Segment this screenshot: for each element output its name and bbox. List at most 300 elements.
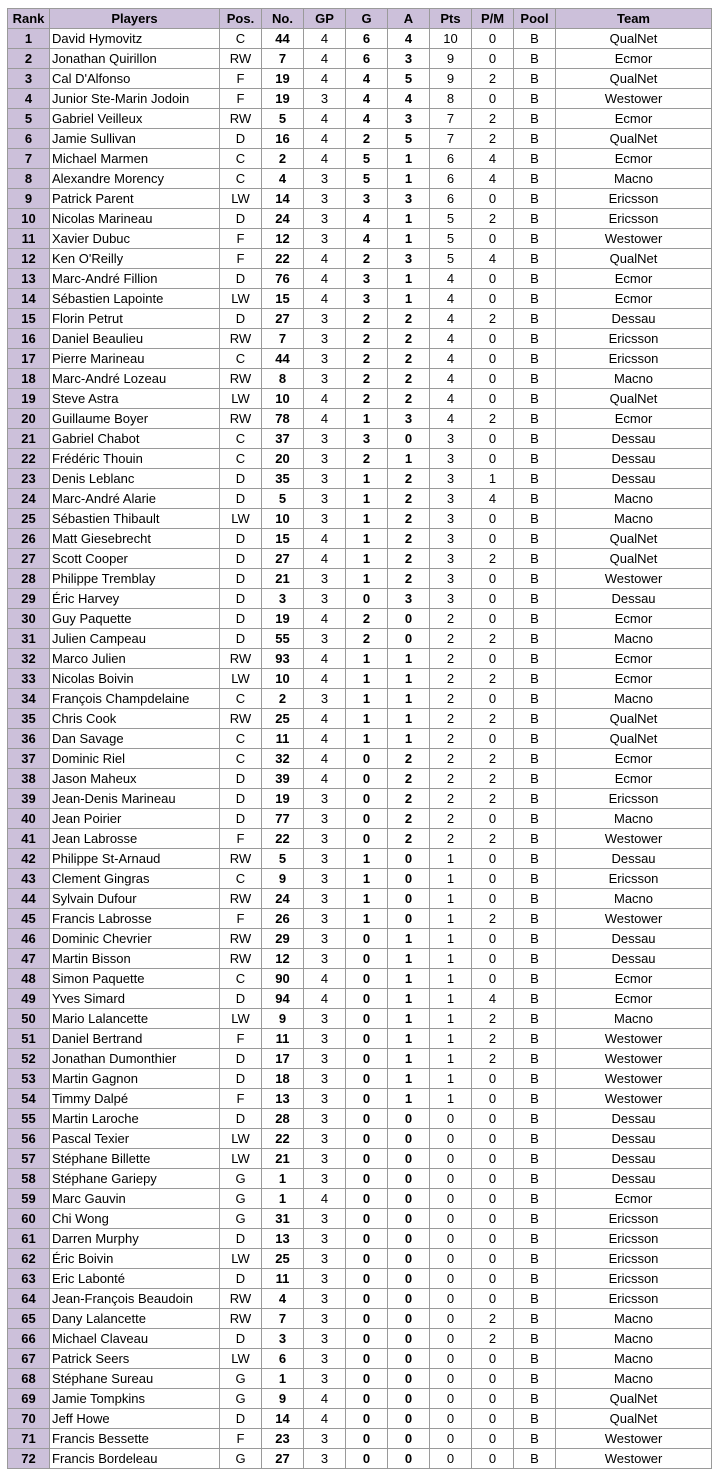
cell-rank: 59 [8, 1189, 50, 1209]
table-row [8, 89, 712, 109]
cell-g: 6 [346, 29, 388, 49]
cell-team: Ericsson [556, 209, 712, 229]
cell-pos: LW [220, 1129, 262, 1149]
cell-g: 0 [346, 1189, 388, 1209]
cell-pool: B [514, 769, 556, 789]
cell-g: 0 [346, 789, 388, 809]
cell-pm: 2 [472, 709, 514, 729]
cell-rank: 16 [8, 329, 50, 349]
cell-gp: 3 [304, 1249, 346, 1269]
cell-pool: B [514, 1129, 556, 1149]
table-row [8, 1449, 712, 1469]
cell-pool: B [514, 1269, 556, 1289]
cell-pool: B [514, 569, 556, 589]
cell-pts: 2 [430, 649, 472, 669]
cell-pm: 0 [472, 369, 514, 389]
cell-pool: B [514, 709, 556, 729]
cell-pos: C [220, 29, 262, 49]
table-row [8, 29, 712, 49]
cell-pts: 1 [430, 1049, 472, 1069]
cell-num: 13 [262, 1229, 304, 1249]
cell-gp: 3 [304, 829, 346, 849]
cell-pm: 0 [472, 1189, 514, 1209]
cell-pts: 1 [430, 1089, 472, 1109]
cell-team: Dessau [556, 309, 712, 329]
cell-pool: B [514, 1249, 556, 1269]
cell-a: 1 [388, 989, 430, 1009]
cell-pm: 2 [472, 629, 514, 649]
cell-pm: 0 [472, 569, 514, 589]
cell-g: 3 [346, 429, 388, 449]
cell-g: 0 [346, 1289, 388, 1309]
cell-a: 1 [388, 729, 430, 749]
cell-team: Dessau [556, 429, 712, 449]
cell-team: Macno [556, 369, 712, 389]
cell-num: 17 [262, 1049, 304, 1069]
cell-num: 19 [262, 789, 304, 809]
cell-pm: 0 [472, 889, 514, 909]
cell-g: 0 [346, 989, 388, 1009]
cell-team: Dessau [556, 949, 712, 969]
cell-pm: 0 [472, 1349, 514, 1369]
cell-g: 0 [346, 1209, 388, 1229]
cell-rank: 1 [8, 29, 50, 49]
cell-gp: 4 [304, 729, 346, 749]
cell-a: 3 [388, 189, 430, 209]
cell-gp: 3 [304, 1309, 346, 1329]
cell-pts: 2 [430, 809, 472, 829]
cell-gp: 3 [304, 789, 346, 809]
cell-num: 55 [262, 629, 304, 649]
table-row [8, 609, 712, 629]
cell-team: QualNet [556, 529, 712, 549]
cell-team: Dessau [556, 1149, 712, 1169]
cell-team: Macno [556, 489, 712, 509]
table-row [8, 1409, 712, 1429]
cell-pts: 2 [430, 829, 472, 849]
cell-team: Ecmor [556, 49, 712, 69]
cell-pos: D [220, 1409, 262, 1429]
cell-rank: 63 [8, 1269, 50, 1289]
table-row [8, 509, 712, 529]
cell-pts: 2 [430, 669, 472, 689]
cell-g: 0 [346, 1089, 388, 1109]
cell-rank: 45 [8, 909, 50, 929]
cell-player: Eric Labonté [50, 1269, 220, 1289]
table-row [8, 1349, 712, 1369]
cell-gp: 3 [304, 429, 346, 449]
cell-num: 22 [262, 249, 304, 269]
cell-a: 1 [388, 929, 430, 949]
cell-pts: 4 [430, 409, 472, 429]
cell-pm: 4 [472, 489, 514, 509]
cell-player: Philippe Tremblay [50, 569, 220, 589]
cell-pool: B [514, 369, 556, 389]
cell-gp: 3 [304, 809, 346, 829]
cell-team: QualNet [556, 129, 712, 149]
cell-a: 0 [388, 869, 430, 889]
cell-a: 0 [388, 1369, 430, 1389]
table-row [8, 369, 712, 389]
cell-num: 28 [262, 1109, 304, 1129]
cell-pts: 0 [430, 1189, 472, 1209]
cell-rank: 52 [8, 1049, 50, 1069]
cell-pts: 4 [430, 389, 472, 409]
cell-pos: D [220, 769, 262, 789]
cell-rank: 11 [8, 229, 50, 249]
cell-a: 1 [388, 649, 430, 669]
cell-rank: 4 [8, 89, 50, 109]
cell-player: Pascal Texier [50, 1129, 220, 1149]
table-row [8, 129, 712, 149]
cell-pool: B [514, 1109, 556, 1129]
cell-pts: 4 [430, 269, 472, 289]
cell-pool: B [514, 729, 556, 749]
cell-player: Matt Giesebrecht [50, 529, 220, 549]
cell-team: Macno [556, 509, 712, 529]
cell-pool: B [514, 1029, 556, 1049]
cell-a: 0 [388, 889, 430, 909]
cell-a: 3 [388, 409, 430, 429]
cell-pts: 2 [430, 689, 472, 709]
cell-pool: B [514, 329, 556, 349]
cell-player: Jean-François Beaudoin [50, 1289, 220, 1309]
cell-num: 8 [262, 369, 304, 389]
cell-rank: 8 [8, 169, 50, 189]
cell-g: 0 [346, 1129, 388, 1149]
table-row [8, 1289, 712, 1309]
table-row [8, 189, 712, 209]
table-row [8, 249, 712, 269]
table-row [8, 629, 712, 649]
cell-player: Philippe St-Arnaud [50, 849, 220, 869]
cell-player: Guy Paquette [50, 609, 220, 629]
cell-pm: 0 [472, 869, 514, 889]
cell-g: 0 [346, 929, 388, 949]
cell-pool: B [514, 789, 556, 809]
cell-rank: 3 [8, 69, 50, 89]
table-row [8, 1189, 712, 1209]
cell-pool: B [514, 489, 556, 509]
cell-num: 3 [262, 1329, 304, 1349]
cell-gp: 3 [304, 1109, 346, 1129]
cell-g: 0 [346, 1169, 388, 1189]
cell-team: Westower [556, 829, 712, 849]
header-rank: Rank [8, 9, 50, 29]
cell-pos: G [220, 1449, 262, 1469]
cell-gp: 3 [304, 1129, 346, 1149]
cell-pm: 2 [472, 1309, 514, 1329]
cell-pm: 0 [472, 649, 514, 669]
cell-player: Marc-André Fillion [50, 269, 220, 289]
cell-player: Dany Lalancette [50, 1309, 220, 1329]
cell-team: Westower [556, 89, 712, 109]
cell-player: Sylvain Dufour [50, 889, 220, 909]
cell-g: 1 [346, 669, 388, 689]
cell-g: 1 [346, 509, 388, 529]
table-row [8, 1329, 712, 1349]
cell-num: 31 [262, 1209, 304, 1229]
cell-team: Macno [556, 1309, 712, 1329]
cell-pool: B [514, 1309, 556, 1329]
cell-player: Jean Poirier [50, 809, 220, 829]
cell-pool: B [514, 869, 556, 889]
header-gp: GP [304, 9, 346, 29]
cell-a: 0 [388, 1269, 430, 1289]
cell-pos: D [220, 1049, 262, 1069]
header-g: G [346, 9, 388, 29]
cell-pool: B [514, 889, 556, 909]
cell-team: Macno [556, 1009, 712, 1029]
cell-pos: LW [220, 1009, 262, 1029]
cell-pool: B [514, 929, 556, 949]
cell-pts: 3 [430, 489, 472, 509]
cell-pm: 0 [472, 1369, 514, 1389]
cell-num: 25 [262, 709, 304, 729]
cell-team: Ecmor [556, 289, 712, 309]
cell-a: 2 [388, 549, 430, 569]
cell-a: 0 [388, 1449, 430, 1469]
cell-pool: B [514, 669, 556, 689]
cell-a: 2 [388, 309, 430, 329]
cell-pts: 0 [430, 1389, 472, 1409]
cell-pm: 0 [472, 1269, 514, 1289]
cell-pts: 1 [430, 849, 472, 869]
cell-g: 0 [346, 1029, 388, 1049]
cell-pos: G [220, 1389, 262, 1409]
cell-a: 0 [388, 629, 430, 649]
cell-pm: 2 [472, 749, 514, 769]
cell-g: 2 [346, 309, 388, 329]
cell-g: 1 [346, 529, 388, 549]
cell-pool: B [514, 849, 556, 869]
cell-player: Chris Cook [50, 709, 220, 729]
cell-g: 3 [346, 189, 388, 209]
cell-team: Ecmor [556, 269, 712, 289]
cell-a: 2 [388, 389, 430, 409]
cell-gp: 4 [304, 769, 346, 789]
cell-pts: 9 [430, 49, 472, 69]
cell-a: 1 [388, 1069, 430, 1089]
cell-pool: B [514, 49, 556, 69]
cell-pos: D [220, 469, 262, 489]
cell-pool: B [514, 289, 556, 309]
cell-gp: 3 [304, 1429, 346, 1449]
cell-gp: 4 [304, 289, 346, 309]
table-row [8, 529, 712, 549]
header-no: No. [262, 9, 304, 29]
cell-a: 0 [388, 1289, 430, 1309]
cell-player: Daniel Beaulieu [50, 329, 220, 349]
cell-num: 5 [262, 849, 304, 869]
cell-gp: 3 [304, 1229, 346, 1249]
cell-g: 0 [346, 769, 388, 789]
table-row [8, 849, 712, 869]
cell-num: 27 [262, 549, 304, 569]
cell-pm: 4 [472, 989, 514, 1009]
cell-team: Macno [556, 169, 712, 189]
table-row [8, 1109, 712, 1129]
cell-pool: B [514, 449, 556, 469]
table-row [8, 729, 712, 749]
cell-player: Timmy Dalpé [50, 1089, 220, 1109]
cell-pts: 4 [430, 309, 472, 329]
cell-player: Marco Julien [50, 649, 220, 669]
cell-player: Dan Savage [50, 729, 220, 749]
cell-player: Sébastien Thibault [50, 509, 220, 529]
cell-pool: B [514, 349, 556, 369]
cell-pm: 0 [472, 269, 514, 289]
cell-player: Sébastien Lapointe [50, 289, 220, 309]
cell-pool: B [514, 829, 556, 849]
cell-pts: 5 [430, 209, 472, 229]
cell-a: 3 [388, 49, 430, 69]
cell-a: 2 [388, 769, 430, 789]
cell-team: QualNet [556, 549, 712, 569]
cell-gp: 3 [304, 189, 346, 209]
cell-team: Ecmor [556, 669, 712, 689]
cell-team: QualNet [556, 389, 712, 409]
cell-pos: RW [220, 709, 262, 729]
cell-team: Ericsson [556, 1229, 712, 1249]
cell-pts: 2 [430, 609, 472, 629]
cell-pool: B [514, 629, 556, 649]
cell-pm: 0 [472, 1449, 514, 1469]
cell-pos: F [220, 1029, 262, 1049]
cell-pts: 1 [430, 869, 472, 889]
cell-g: 2 [346, 609, 388, 629]
cell-a: 2 [388, 569, 430, 589]
cell-a: 0 [388, 1429, 430, 1449]
cell-team: QualNet [556, 29, 712, 49]
cell-rank: 6 [8, 129, 50, 149]
header-row [8, 9, 712, 29]
table-row [8, 1169, 712, 1189]
header-team: Team [556, 9, 712, 29]
cell-g: 1 [346, 469, 388, 489]
cell-g: 4 [346, 89, 388, 109]
cell-a: 0 [388, 1189, 430, 1209]
cell-team: QualNet [556, 1409, 712, 1429]
cell-player: Jeff Howe [50, 1409, 220, 1429]
cell-a: 0 [388, 1149, 430, 1169]
cell-pos: C [220, 349, 262, 369]
cell-pos: D [220, 1269, 262, 1289]
cell-pm: 0 [472, 1229, 514, 1249]
cell-gp: 4 [304, 109, 346, 129]
cell-a: 5 [388, 69, 430, 89]
cell-pos: D [220, 489, 262, 509]
cell-pool: B [514, 1329, 556, 1349]
cell-g: 1 [346, 649, 388, 669]
cell-team: Ericsson [556, 1269, 712, 1289]
cell-g: 0 [346, 1449, 388, 1469]
cell-g: 2 [346, 349, 388, 369]
cell-g: 4 [346, 209, 388, 229]
table-row [8, 829, 712, 849]
cell-pm: 0 [472, 1209, 514, 1229]
cell-team: Macno [556, 889, 712, 909]
cell-gp: 3 [304, 629, 346, 649]
cell-rank: 19 [8, 389, 50, 409]
cell-g: 1 [346, 569, 388, 589]
cell-rank: 69 [8, 1389, 50, 1409]
cell-player: Patrick Parent [50, 189, 220, 209]
table-row [8, 689, 712, 709]
cell-rank: 25 [8, 509, 50, 529]
table-row [8, 1089, 712, 1109]
table-row [8, 1389, 712, 1409]
cell-pool: B [514, 609, 556, 629]
cell-num: 22 [262, 1129, 304, 1149]
cell-player: Éric Harvey [50, 589, 220, 609]
cell-player: Frédéric Thouin [50, 449, 220, 469]
cell-num: 11 [262, 1029, 304, 1049]
cell-player: Stéphane Gariepy [50, 1169, 220, 1189]
cell-player: Jamie Tompkins [50, 1389, 220, 1409]
cell-pm: 0 [472, 1109, 514, 1129]
cell-a: 2 [388, 809, 430, 829]
cell-pm: 0 [472, 349, 514, 369]
cell-pool: B [514, 909, 556, 929]
cell-rank: 9 [8, 189, 50, 209]
cell-pts: 2 [430, 749, 472, 769]
cell-pts: 3 [430, 589, 472, 609]
cell-team: Ecmor [556, 769, 712, 789]
cell-pm: 0 [472, 389, 514, 409]
cell-rank: 24 [8, 489, 50, 509]
cell-g: 0 [346, 1389, 388, 1409]
cell-team: Dessau [556, 1129, 712, 1149]
cell-g: 0 [346, 1009, 388, 1029]
cell-pos: D [220, 549, 262, 569]
header-pts: Pts [430, 9, 472, 29]
cell-pts: 0 [430, 1309, 472, 1329]
cell-player: Gabriel Chabot [50, 429, 220, 449]
cell-pos: RW [220, 109, 262, 129]
cell-pm: 2 [472, 1329, 514, 1349]
cell-pos: LW [220, 509, 262, 529]
table-row [8, 1369, 712, 1389]
cell-rank: 65 [8, 1309, 50, 1329]
cell-team: Dessau [556, 469, 712, 489]
cell-pts: 0 [430, 1109, 472, 1129]
cell-pts: 7 [430, 129, 472, 149]
cell-rank: 51 [8, 1029, 50, 1049]
cell-team: Dessau [556, 589, 712, 609]
cell-g: 2 [346, 129, 388, 149]
cell-rank: 58 [8, 1169, 50, 1189]
cell-rank: 47 [8, 949, 50, 969]
table-row [8, 269, 712, 289]
cell-num: 37 [262, 429, 304, 449]
cell-team: QualNet [556, 249, 712, 269]
cell-pos: RW [220, 649, 262, 669]
cell-rank: 2 [8, 49, 50, 69]
cell-team: QualNet [556, 729, 712, 749]
cell-num: 27 [262, 1449, 304, 1469]
cell-pts: 3 [430, 529, 472, 549]
cell-a: 5 [388, 129, 430, 149]
cell-a: 1 [388, 689, 430, 709]
cell-pos: LW [220, 669, 262, 689]
cell-rank: 61 [8, 1229, 50, 1249]
cell-g: 1 [346, 689, 388, 709]
cell-num: 19 [262, 89, 304, 109]
cell-pos: G [220, 1369, 262, 1389]
cell-player: Stéphane Billette [50, 1149, 220, 1169]
cell-pool: B [514, 1089, 556, 1109]
